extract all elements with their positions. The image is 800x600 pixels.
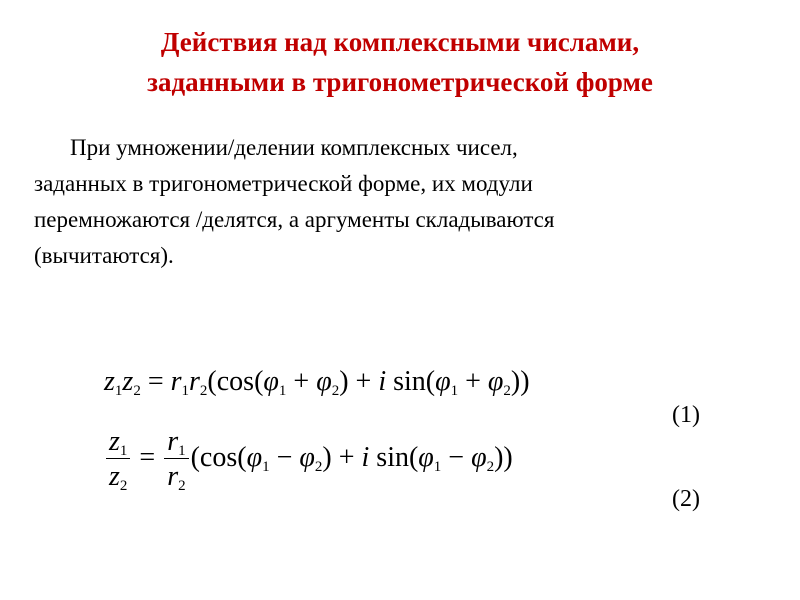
var-phi2: φ [471, 441, 487, 473]
var-phi1: φ [418, 441, 434, 473]
var-phi2: φ [487, 366, 504, 397]
product-formula [104, 366, 530, 398]
minus-sign: − [441, 441, 472, 473]
sub-r2: 2 [199, 383, 208, 399]
quotient-formula [104, 426, 513, 494]
cos-close-plus: ) + [339, 366, 379, 397]
sub-phi1: 1 [450, 383, 459, 399]
fraction-numerator [106, 428, 130, 459]
var-z1: z [109, 426, 120, 457]
sub-phi2: 2 [503, 383, 511, 399]
cos-open: (cos( [190, 441, 247, 473]
equation-number-2: (2) [672, 486, 700, 512]
sub-phi2: 2 [486, 458, 495, 475]
sub-z2: 2 [133, 383, 141, 399]
paragraph-line-2: заданных в тригонометрической форме, их модули [34, 171, 533, 196]
title-line-2: заданными в тригонометрической форме [147, 67, 653, 97]
sin-open: sin( [386, 366, 436, 397]
sub-r2: 2 [178, 478, 186, 494]
var-phi1: φ [435, 366, 451, 397]
equation-number-1: (1) [672, 402, 700, 428]
sub-z1: 1 [114, 383, 123, 399]
explanation-paragraph [34, 130, 764, 274]
sub-z1: 1 [119, 443, 128, 459]
fraction-denominator [106, 459, 130, 494]
minus-sign: − [269, 441, 300, 473]
var-r2: r [167, 461, 179, 492]
sub-r1: 1 [181, 383, 190, 399]
equals-sign: = [140, 366, 171, 397]
sub-phi2: 2 [314, 458, 323, 475]
var-z2: z [122, 366, 134, 397]
sub-phi1: 1 [433, 458, 442, 475]
var-phi2: φ [299, 441, 315, 473]
sin-open: sin( [369, 441, 419, 473]
equals-sign: = [132, 441, 163, 473]
var-r1: r [167, 426, 179, 457]
plus-sign: + [286, 366, 317, 397]
cos-open: (cos( [207, 366, 264, 397]
var-phi2: φ [316, 366, 332, 397]
sub-phi1: 1 [278, 383, 287, 399]
imaginary-unit: i [378, 366, 387, 397]
fraction-r [164, 426, 188, 494]
var-r2: r [189, 366, 200, 397]
var-r1: r [170, 366, 182, 397]
plus-sign: + [458, 366, 488, 397]
paragraph-line-4: (вычитаются). [34, 243, 174, 268]
closing-parens: )) [494, 441, 513, 473]
imaginary-unit: i [361, 441, 370, 473]
fraction-z [106, 426, 130, 494]
fraction-denominator [164, 459, 188, 494]
sub-r1: 1 [178, 443, 186, 459]
slide-title [0, 22, 800, 102]
var-z1: z [104, 366, 115, 397]
title-line-1: Действия над комплексными числами, [160, 27, 640, 57]
closing-parens: )) [510, 366, 530, 397]
fraction-numerator [164, 428, 188, 459]
paragraph-line-3: перемножаются /делятся, а аргументы складываются [34, 207, 555, 232]
var-phi1: φ [263, 366, 279, 397]
var-phi1: φ [246, 441, 263, 473]
paragraph-line-1: При умножении/делении комплексных чисел, [70, 135, 518, 160]
sub-z2: 2 [119, 478, 128, 494]
var-z2: z [109, 461, 120, 492]
sub-phi1: 1 [262, 458, 270, 475]
sub-phi2: 2 [331, 383, 340, 399]
cos-close-plus: ) + [322, 441, 362, 473]
